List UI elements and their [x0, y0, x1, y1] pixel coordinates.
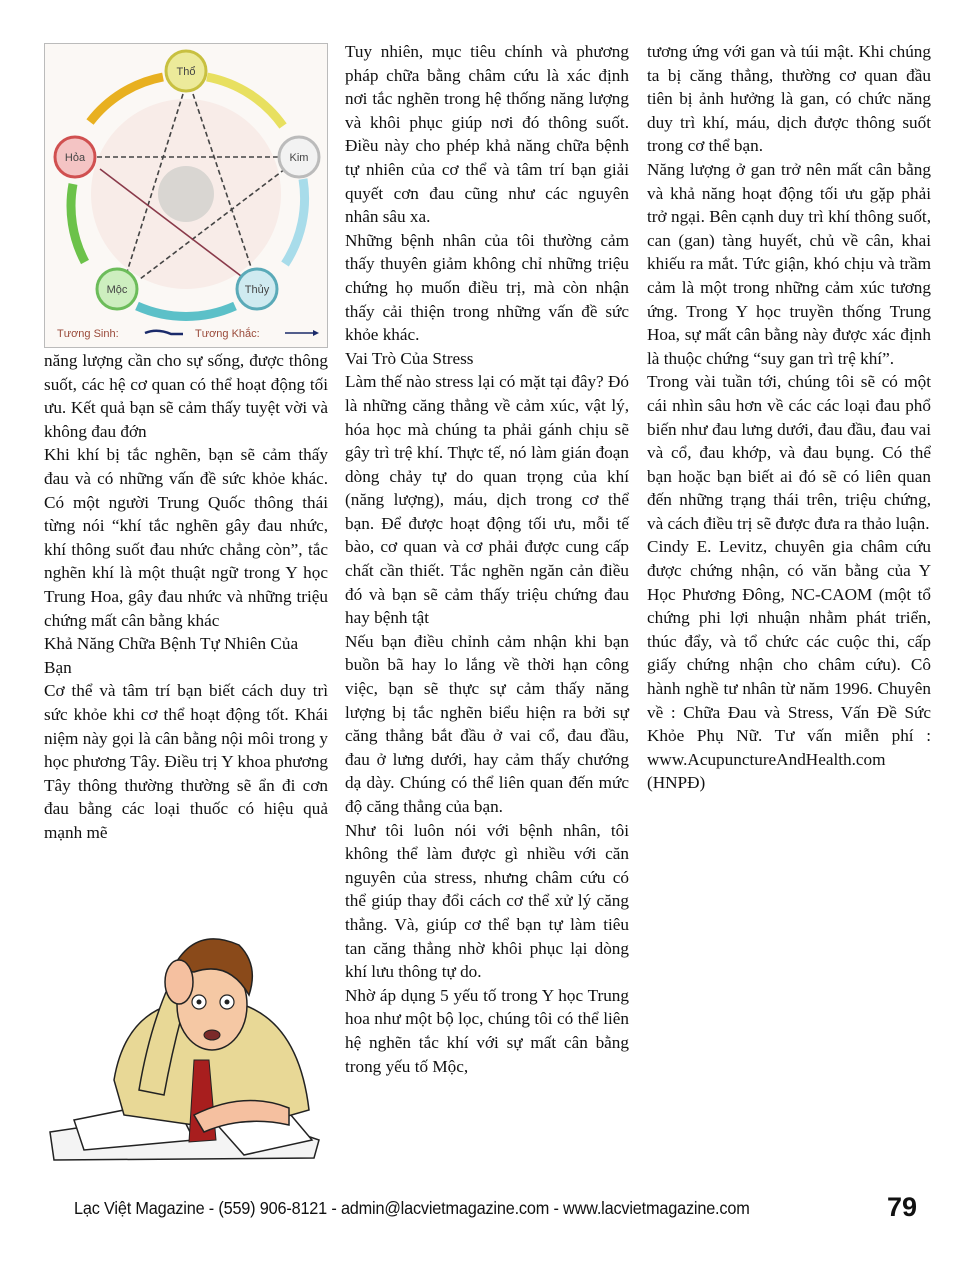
node-kim [279, 137, 319, 177]
paragraph: Nếu bạn điều chỉnh cảm nhận khi bạn buồn bã hay lo lắng về thời hạn công việc, bạn sẽ thực sự cảm thấy năng lượng bị tắc nghẽn biểu hiện ra bởi sự căng thẳng bắt đầu ở vai cổ, đau đầu, đau ở lưng dưới, hay cảm thấy chướng dạ dày. Chúng có thể liên quan đến mức độ căng thẳng của bạn. [345, 631, 629, 816]
generating-arrow-icon [145, 331, 183, 334]
legend-controlling-label: Tương Khắc: [195, 328, 260, 340]
node-label-kim: Kim [289, 152, 309, 164]
node-label-moc: Mộc [106, 284, 128, 296]
paragraph: Tuy nhiên, mục tiêu chính và phương pháp chữa bằng châm cứu là xác định nơi tắc nghẽn trong hệ thống năng lượng và khôi phục giúp nơi đó thông suốt. Điều này cho phép khả năng chữa bệnh tự nhiên của cơ thể và tâm trí bạn giải quyết cơn đau cũng như các nguyên nhân sâu xa. [345, 42, 629, 227]
diagram-legend [57, 327, 319, 340]
arc-thuy-moc [137, 306, 235, 316]
node-label-tho: Thổ [176, 66, 196, 78]
paragraph: Nhờ áp dụng 5 yếu tố trong Y học Trung hoa như một bộ lọc, chúng tôi có thể liên hệ nghẽn tắc khí với sự mất cân bằng trong yếu tố Mộc, [345, 985, 629, 1076]
node-tho [166, 51, 206, 91]
paragraph: tương ứng với gan và túi mật. Khi chúng ta bị căng thẳng, thường cơ quan đầu tiên bị ảnh hưởng là gan, có chức năng duy trì khí, máu, dịch được thông suốt trong cơ thể bạn. [647, 42, 931, 156]
paragraph: Những bệnh nhân của tôi thường cảm thấy thuyên giảm không chỉ những triệu chứng họ muốn điều trị, mà còn nhận thấy cải thiện trong những vấn đề sức khỏe khác. [345, 230, 629, 345]
legend-generating-label: Tương Sinh: [57, 328, 119, 340]
section-heading: Khả Năng Chữa Bệnh Tự Nhiên Của Bạn [44, 634, 299, 677]
node-hoa [55, 137, 95, 177]
yin-yang-icon [158, 166, 214, 222]
paragraph: Như tôi luôn nói với bệnh nhân, tôi không thể làm được gì nhiều với căn nguyên của stress, nhưng châm cứu có thể giúp thay đổi cách cơ thể xử lý căng thẳng. Và, giúp cơ thể bạn tự làm tiêu tan căng thẳng nhờ khôi phục lại dòng khí lưu thông tự do. [345, 820, 629, 982]
mouth [204, 1030, 220, 1040]
five-elements-figure [45, 44, 327, 347]
paragraph: Trong vài tuần tới, chúng tôi sẽ có một cái nhìn sâu hơn về các các loại đau phổ biến như đau lưng dưới, đau đầu, đau vai và cổ, đau khớp, và đau bụng. Có thể bạn hoặc bạn biết ai đó sẽ có liên quan đến những trạng thái trên, triệu chứng, và cách điều trị sẽ được đưa ra thảo luận. [647, 372, 931, 533]
column-3 [647, 40, 931, 795]
paragraph: năng lượng cần cho sự sống, được thông suốt, các hệ cơ quan có thể hoạt động tối ưu. Kết quả bạn sẽ cảm thấy tuyệt vời và không đau đớn [44, 351, 328, 441]
paragraph: Làm thế nào stress lại có mặt tại đây? Đó là những căng thẳng về cảm xúc, vật lý, hóa học mà chúng ta phải gánh chịu sẽ gây trì trệ khí. Thực tế, nó làm gián đoạn dòng chảy tự do quan trọng của khí (năng lượng), máu, dịch trong cơ thể bạn. Để được hoạt động tối ưu, mỗi tế bào, cơ quan và cơ phải được cung cấp chất cần thiết. Tắc nghẽn ngăn cản điều đó và bạn sẽ cảm thấy triệu chứng đau hay bệnh tật [345, 372, 629, 628]
page-number: 79 [887, 1192, 918, 1222]
stressed-man-figure [44, 910, 326, 1165]
paragraph: Cơ thể và tâm trí bạn biết cách duy trì sức khỏe khi cơ thể hoạt động tốt. Khái niệm này gọi là cân bằng nội môi trong y học phương Tây. Điều trị Y khoa phương Tây thông thường thường sẽ ẩn đi cơn đau bằng các loại thuốc có hiệu quả mạnh mẽ [44, 681, 328, 842]
footer-contact-line: Lạc Việt Magazine - (559) 906-8121 - admin@lacvietmagazine.com - www.lacvietmagazine.com [74, 1198, 750, 1218]
paragraph: Năng lượng ở gan trở nên mất cân bằng và khả năng hoạt động tối ưu gặp phải trở ngại. Bên cạnh duy trì khí thông suốt, can (gan) tàng huyết, chủ về cân, khai khiếu ra mắt. Tức giận, khó chịu và trầm cảm là một trong những cảm xúc tương ứng. Trong Y học truyền thống Trung Hoa, sự mất cân bằng này được xác định là thuộc chứng “suy gan trì trệ khí”. [647, 159, 931, 368]
node-label-hoa: Hỏa [64, 152, 86, 164]
column-2 [345, 40, 629, 1078]
author-bio: Cindy E. Levitz, chuyên gia châm cứu được chứng nhận, có văn bằng của Y Học Phương Đông, NC-CAOM (một tổ chứng phi lợi nhuận nhằm phát triển, thúc đẩy, và tổ chức các cuộc thi, cấp giấy chứng nhận cho châm cứu). Cô hành nghề tư nhân từ năm 1996. Chuyên về : Chữa Đau và Stress, Vấn Đề Sức Khỏe Phụ Nữ. Tư vấn miễn phí : www.AcupunctureAndHealth.com (HNPĐ) [647, 537, 931, 793]
five-elements-diagram [44, 43, 328, 348]
node-moc [97, 269, 137, 309]
hand [165, 960, 193, 1004]
paragraph: Khi khí bị tắc nghẽn, bạn sẽ cảm thấy đau và có những vấn đề sức khỏe khác. Có một người Trung Quốc thông thái từng nói “khí tắc nghẽn gây đau nhức, khí thông suốt đau nhức chẳng còn”, tắc nghẽn khí là một thuật ngữ trong Y học Trung Hoa, gây đau nhức và những triệu chứng mất cân bằng khác [44, 445, 328, 630]
node-thuy [237, 269, 277, 309]
arc-moc-hoa [71, 184, 85, 262]
node-label-thuy: Thủy [244, 284, 270, 296]
stressed-man-illustration [44, 910, 326, 1165]
arc-kim-thuy [285, 179, 305, 264]
controlling-arrowhead-icon [313, 330, 319, 336]
section-heading: Vai Trò Của Stress [345, 348, 474, 368]
column-1 [44, 349, 328, 844]
